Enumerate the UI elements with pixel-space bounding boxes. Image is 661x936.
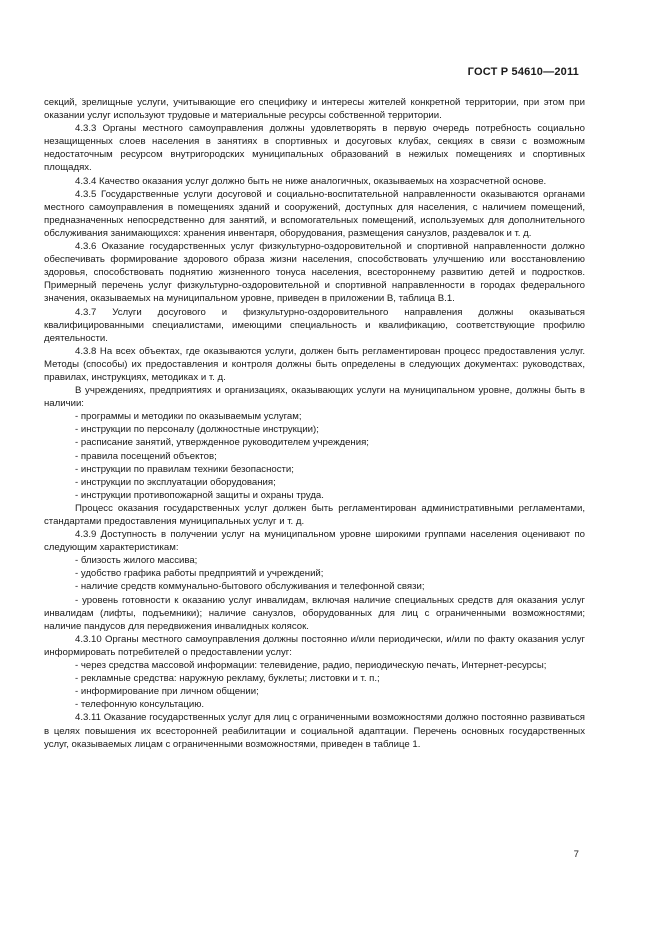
paragraph: секций, зрелищные услуги, учитывающие его специфику и интересы жителей конкретной территории, при этом при оказании услуг используют трудовые и материальные ресурсы собственной территории. (44, 97, 585, 122)
paragraph: 4.3.8 На всех объектах, где оказываются услуги, должен быть регламентирован процесс предоставления услуг. Методы (способы) их предоставления и контроля должны быть определены в следующих документах: руководствах, правилах, инструкциях, методиках и т. д. (44, 345, 585, 383)
document-header: ГОСТ Р 54610—2011 (467, 66, 579, 78)
paragraph: 4.3.11 Оказание государственных услуг для лиц с ограниченными возможностями должно постоянно развиваться в целях повышения их всесторонней реабилитации и социальной адаптации. Перечень основных государственных услуг, оказываемых лицам с ограниченными возможностями, приведен в таблице 1. (44, 712, 585, 750)
list-item: - телефонную консультацию. (75, 699, 205, 711)
paragraph: 4.3.9 Доступность в получении услуг на муниципальном уровне широкими группами населения оценивают по следующим характеристикам: (44, 529, 585, 554)
list-item: - инструкции по эксплуатации оборудования; (75, 476, 276, 488)
list-item: - наличие средств коммунально-бытового обслуживания и телефонной связи; (75, 581, 425, 593)
paragraph: - уровень готовности к оказанию услуг инвалидам, включая наличие специальных средств для оказания услуг инвалидам (лифты, подъемники); наличие санузлов, оборудованных для лиц с ограниченными возможностями; наличие пандусов для передвижения инвалидных колясок. (44, 594, 585, 632)
list-item: - рекламные средства: наружную рекламу, буклеты; листовки и т. п.; (75, 673, 380, 685)
paragraph: 4.3.10 Органы местного самоуправления должны постоянно и/или периодически, и/или по факту оказания услуг информировать потребителей о предоставлении услуг: (44, 633, 585, 658)
paragraph: Процесс оказания государственных услуг должен быть регламентирован административными регламентами, стандартами предоставления муниципальных услуг и т. д. (44, 502, 585, 527)
list-item: - инструкции противопожарной защиты и охраны труда. (75, 489, 324, 501)
page-number: 7 (573, 849, 579, 860)
list-item: - информирование при личном общении; (75, 686, 259, 698)
paragraph: 4.3.3 Органы местного самоуправления должны удовлетворять в первую очередь потребность социально незащищенных слоев населения в занятиях в спортивных и досуговых клубах, секциях в связи с возможным недостаточным ресурсом внутригородских муниципальных образований в нежилых помещениях и спортивных площадях. (44, 123, 585, 174)
paragraph: 4.3.7 Услуги досугового и физкультурно-оздоровительного направления должны оказываться квалифицированными специалистами, имеющими специальность и квалификацию, соответствующие профилю деятельности. (44, 306, 585, 344)
paragraph: - через средства массовой информации: телевидение, радио, периодическую печать, Интернет-ресурсы; (75, 660, 547, 672)
document-body (44, 96, 585, 751)
paragraph: 4.3.4 Качество оказания услуг должно быть не ниже аналогичных, оказываемых на хозрасчетной основе. (75, 175, 547, 187)
list-item: - программы и методики по оказываемым услугам; (75, 411, 302, 423)
list-item: - инструкции по персоналу (должностные инструкции); (75, 424, 319, 436)
list-item: - инструкции по правилам техники безопасности; (75, 463, 294, 475)
paragraph: В учреждениях, предприятиях и организациях, оказывающих услуги на муниципальном уровне, должны быть в наличии: (44, 385, 585, 410)
list-item: - правила посещений объектов; (75, 450, 217, 462)
list-item: - близость жилого массива; (75, 555, 198, 567)
list-item: - расписание занятий, утвержденное руководителем учреждения; (75, 437, 369, 449)
list-item: - удобство графика работы предприятий и учреждений; (75, 568, 324, 580)
paragraph: 4.3.6 Оказание государственных услуг физкультурно-оздоровительной и спортивной направленности должно обеспечивать формирование здорового образа жизни населения, способствовать улучшению или восстановлению здоровья, способствовать поднятию жизненного тонуса населения, всестороннему развитию детей и подростков. Примерный перечень услуг физкультурно-оздоровительной и спортивной направленности в городах федерального значения, оказываемых на муниципальном уровне, приведен в приложении В, таблица В.1. (44, 241, 585, 305)
paragraph: 4.3.5 Государственные услуги досуговой и социально-воспитательной направленности оказываются органами местного самоуправления в помещениях зданий и сооружений, доступных для населения, с наличием помещений, предназначенных непосредственно для занятий, и вспомогательных помещений, используемых для дополнительного обслуживания занимающихся: хранения инвентаря, оборудования, размещения санузлов, раздевалок и т. д. (44, 188, 585, 239)
